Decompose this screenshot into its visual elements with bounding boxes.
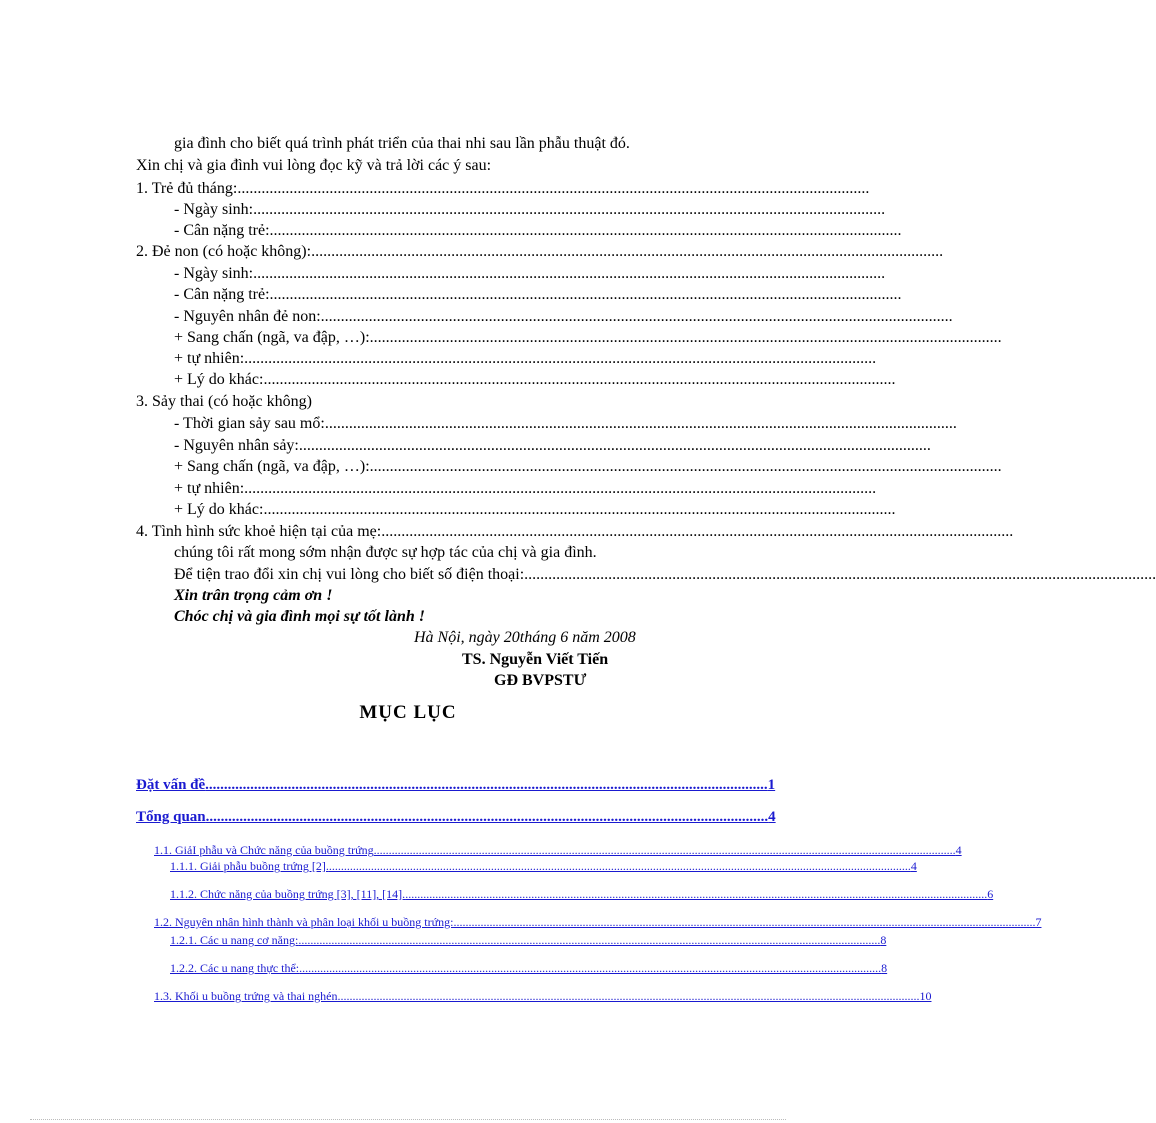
signer-position: GĐ BVPSTƯ: [494, 672, 587, 689]
question-item: 2. Đẻ non (có hoặc không): ..............................................................................................................................................................: [136, 243, 944, 260]
toc-entry-1-1-2[interactable]: 1.1.2. Chức năng của buồng trứng [3], [11], [14]. .................................................................................................................................................................................................. 6: [170, 887, 994, 901]
question-item: + Lý do khác: ..............................................................................................................................................................: [174, 501, 896, 518]
toc-entry-1-3[interactable]: 1.3. Khối u buồng trứng và thai nghén .................................................................................................................................................................................................. 10: [154, 989, 932, 1003]
thanks-line: Xin trân trọng cảm ơn !: [174, 587, 333, 604]
toc-entry-1-1-1[interactable]: 1.1.1. Giải phẫu buồng trứng [2]. .................................................................................................................................................................................................. 4: [170, 859, 917, 873]
intro-line-1: gia đình cho biết quá trình phát triển của thai nhi sau lần phẫu thuật đó.: [174, 135, 630, 152]
question-item: 1. Trẻ đủ tháng: ..............................................................................................................................................................: [136, 180, 870, 197]
toc-entry-1-2-2[interactable]: 1.2.2. Các u nang thực thể: .................................................................................................................................................................................................. 8: [170, 961, 888, 975]
question-item: 4. Tình hình sức khoẻ hiện tại của mẹ: ..............................................................................................................................................................: [136, 523, 1014, 540]
question-item: - Thời gian sảy sau mổ: ..............................................................................................................................................................: [174, 415, 957, 432]
question-item: + Sang chấn (ngã, va đập, …): ..............................................................................................................................................................: [174, 329, 1002, 346]
toc-entry-1-2[interactable]: 1.2. Nguyên nhân hình thành và phân loại khối u buồng trứng: .................................................................................................................................................................................................. 7: [154, 915, 1042, 929]
toc-entry-dat-van-de[interactable]: Đặt vấn đề ...................................................................................................................................................... 1: [136, 777, 776, 793]
phone-request: Để tiện trao đổi xin chị vui lòng cho biết số điện thoại: ..............................................................................................................................................................: [174, 566, 1156, 583]
signer-name: TS. Nguyễn Viết Tiến: [462, 651, 609, 668]
toc-entry-1-1[interactable]: 1.1. GiảI phẫu và Chức năng của buồng trứng .................................................................................................................................................................................................. 4: [154, 843, 962, 857]
intro-line-2: Xin chị và gia đình vui lòng đọc kỹ và trả lời các ý sau:: [136, 157, 492, 174]
closing-line-1: chúng tôi rất mong sớm nhận được sự hợp tác của chị và gia đình.: [174, 544, 597, 561]
question-item: - Cân nặng trẻ: ..............................................................................................................................................................: [174, 222, 902, 239]
question-item: 3. Sảy thai (có hoặc không): [136, 393, 312, 410]
question-item: - Nguyên nhân sảy: ..............................................................................................................................................................: [174, 437, 931, 454]
question-item: - Cân nặng trẻ: ..............................................................................................................................................................: [174, 286, 902, 303]
page-bottom-divider: [30, 1119, 786, 1120]
question-item: + tự nhiên: ..............................................................................................................................................................: [174, 480, 877, 497]
question-item: + tự nhiên: ..............................................................................................................................................................: [174, 350, 877, 367]
date-line: Hà Nội, ngày 20tháng 6 năm 2008: [414, 629, 636, 646]
question-item: + Sang chấn (ngã, va đập, …): ..............................................................................................................................................................: [174, 458, 1002, 475]
question-item: - Ngày sinh: ..............................................................................................................................................................: [174, 265, 886, 282]
question-item: - Nguyên nhân đẻ non: ..............................................................................................................................................................: [174, 308, 953, 325]
question-item: + Lý do khác: ..............................................................................................................................................................: [174, 371, 896, 388]
toc-entry-1-2-1[interactable]: 1.2.1. Các u nang cơ năng: .................................................................................................................................................................................................. 8: [170, 933, 887, 947]
question-item: - Ngày sinh: ..............................................................................................................................................................: [174, 201, 886, 218]
toc-entry-tong-quan[interactable]: Tổng quan ...................................................................................................................................................... 4: [136, 809, 776, 825]
toc-title: MỤC LỤC: [359, 702, 457, 723]
wish-line: Chóc chị và gia đình mọi sự tốt lành !: [174, 608, 425, 625]
